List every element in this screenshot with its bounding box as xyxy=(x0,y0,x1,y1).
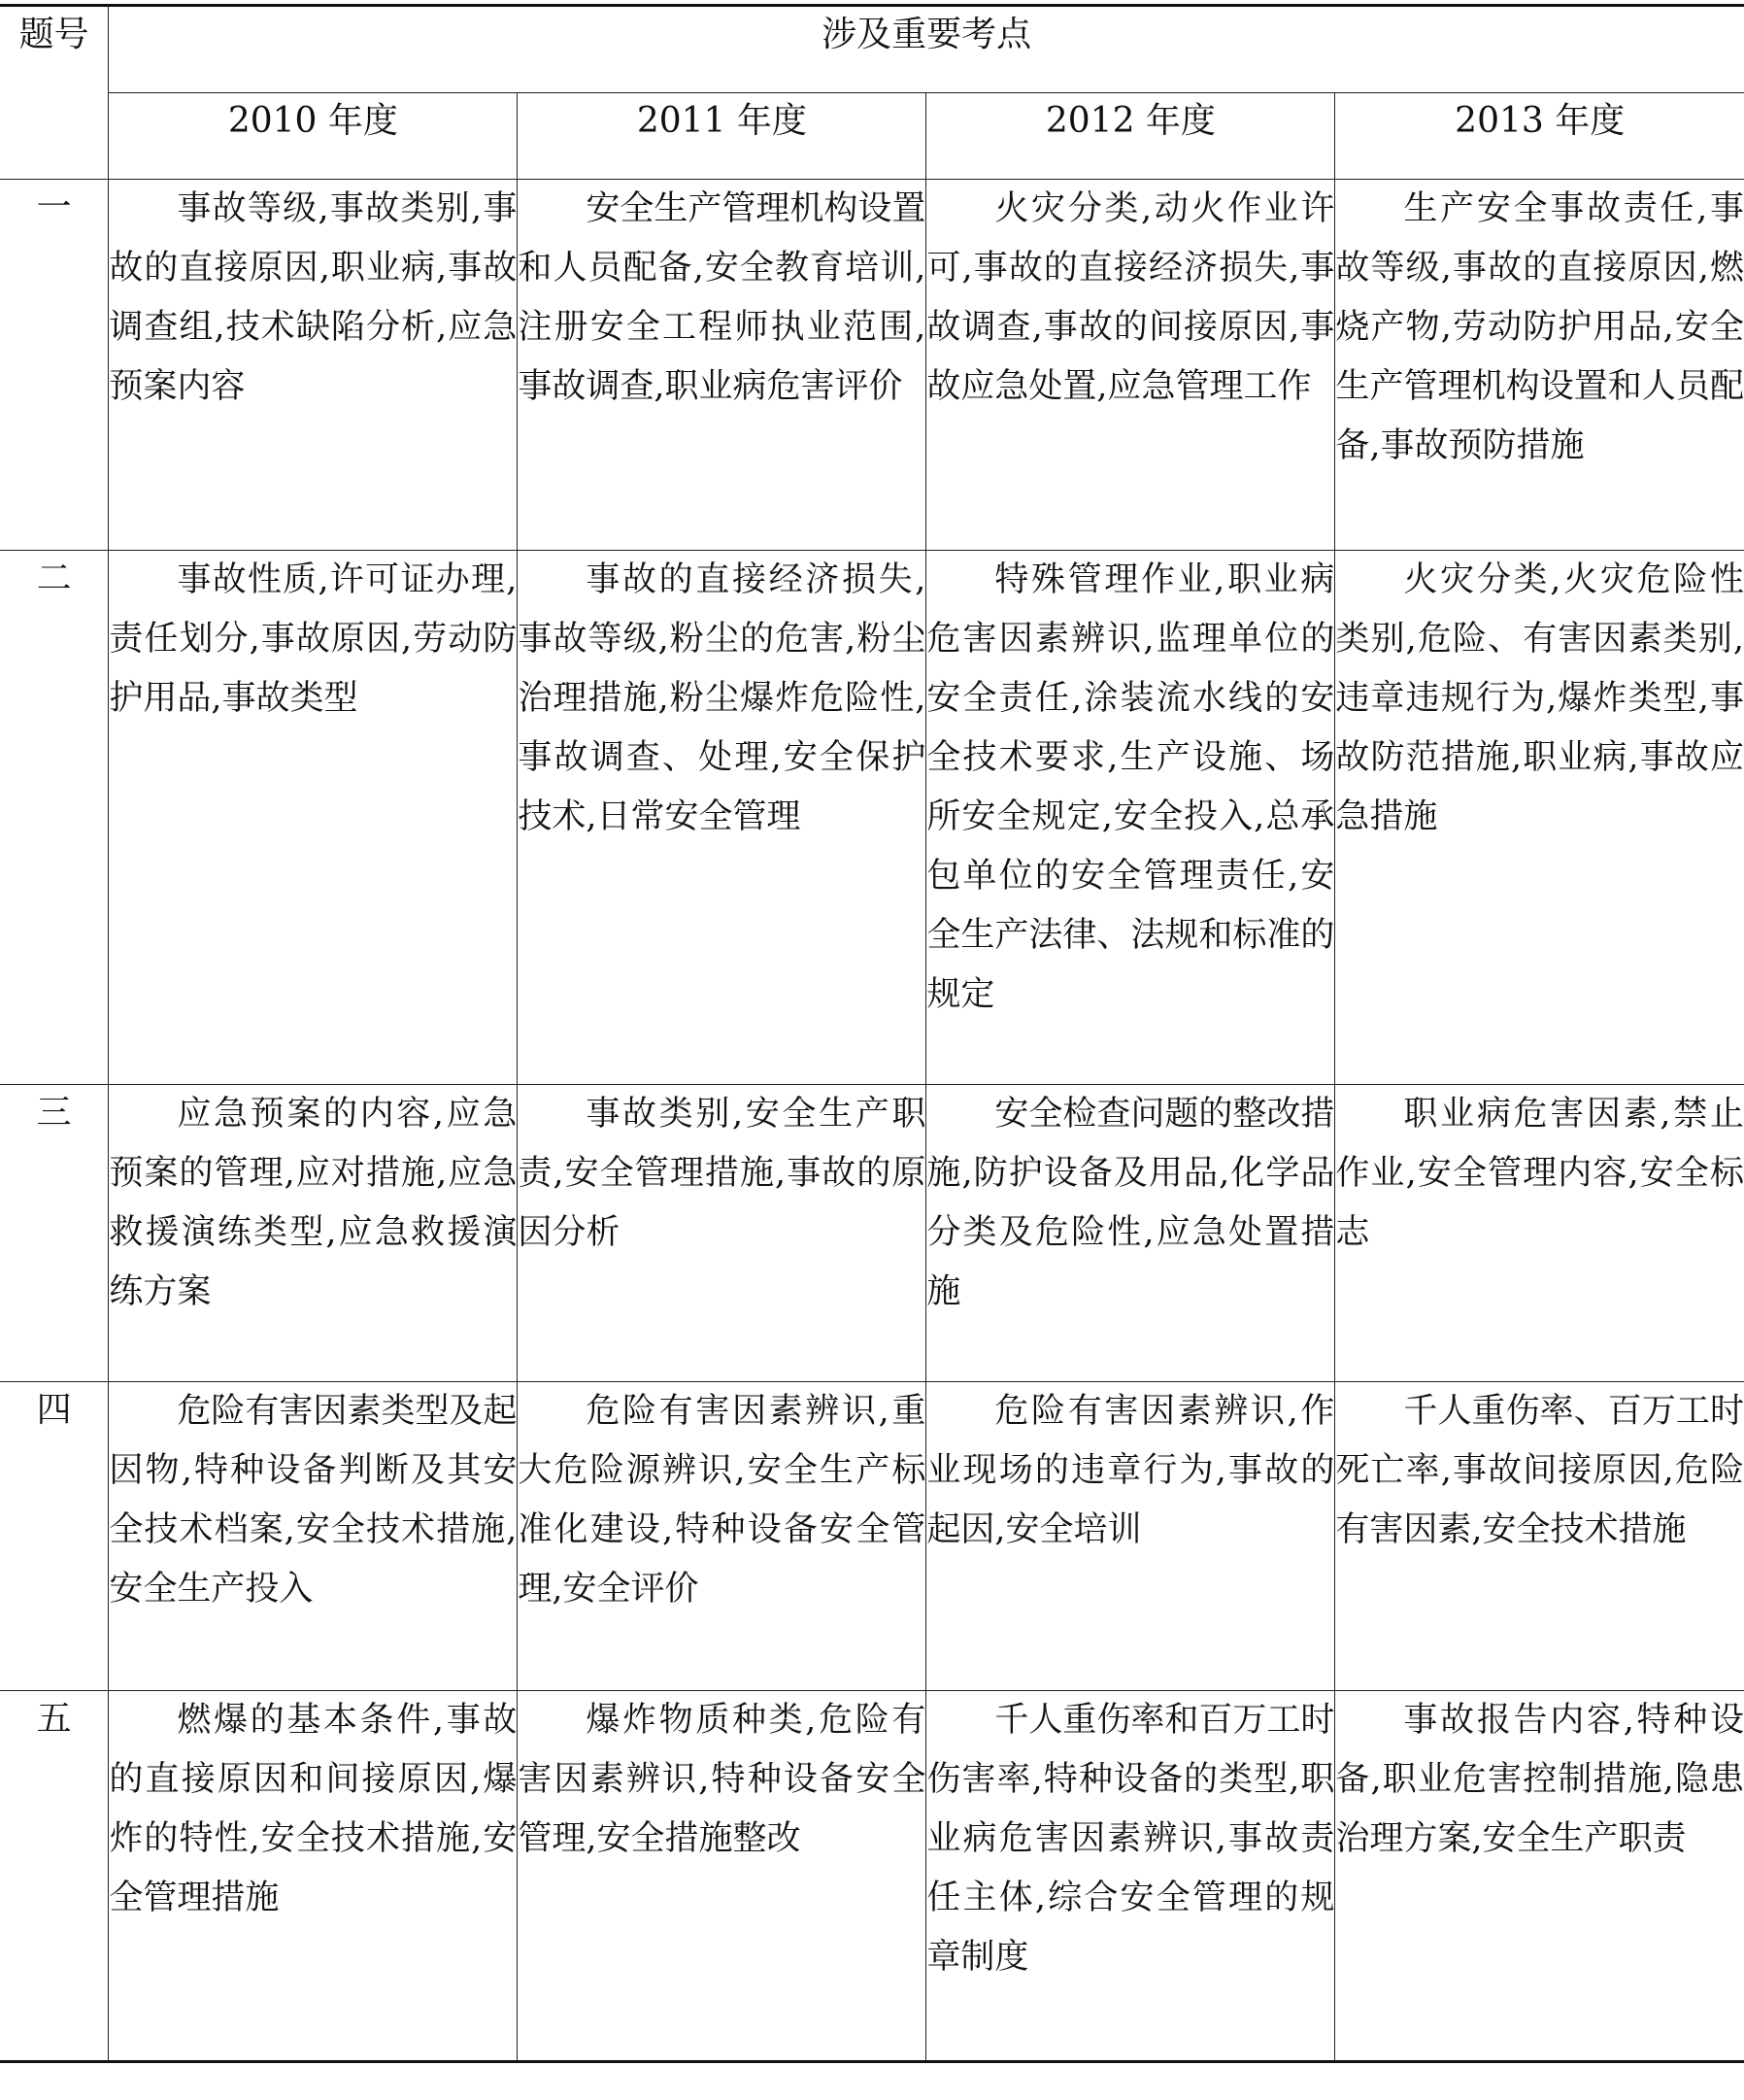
key-topics-header: 涉及重要考点 xyxy=(109,6,1744,93)
topics-cell: 职业病危害因素,禁止作业,安全管理内容,安全标志 xyxy=(1335,1085,1744,1382)
topics-cell: 千人重伤率和百万工时伤害率,特种设备的类型,职业病危害因素辨识,事故责任主体,综合安全管理的规章制度 xyxy=(926,1691,1335,2062)
topics-cell: 危险有害因素辨识,作业现场的违章行为,事故的起因,安全培训 xyxy=(926,1382,1335,1691)
question-number: 二 xyxy=(0,551,109,1085)
question-number-header: 题号 xyxy=(0,6,109,180)
topics-cell: 千人重伤率、百万工时死亡率,事故间接原因,危险有害因素,安全技术措施 xyxy=(1335,1382,1744,1691)
header-row-1 xyxy=(0,6,1744,93)
topics-cell: 安全生产管理机构设置和人员配备,安全教育培训,注册安全工程师执业范围,事故调查,职业病危害评价 xyxy=(518,180,926,551)
year-header-2011: 2011 年度 xyxy=(518,93,926,180)
question-number: 三 xyxy=(0,1085,109,1382)
topics-cell: 事故类别,安全生产职责,安全管理措施,事故的原因分析 xyxy=(518,1085,926,1382)
topics-cell: 应急预案的内容,应急预案的管理,应对措施,应急救援演练类型,应急救援演练方案 xyxy=(109,1085,518,1382)
topics-cell: 爆炸物质种类,危险有害因素辨识,特种设备安全管理,安全措施整改 xyxy=(518,1691,926,2062)
exam-topics-table xyxy=(0,4,1744,2063)
table-row xyxy=(0,1085,1744,1382)
topics-cell: 事故报告内容,特种设备,职业危害控制措施,隐患治理方案,安全生产职责 xyxy=(1335,1691,1744,2062)
header-row-2 xyxy=(0,93,1744,180)
question-number: 一 xyxy=(0,180,109,551)
year-header-2010: 2010 年度 xyxy=(109,93,518,180)
table-row xyxy=(0,551,1744,1085)
topics-cell: 危险有害因素辨识,重大危险源辨识,安全生产标准化建设,特种设备安全管理,安全评价 xyxy=(518,1382,926,1691)
year-header-2013: 2013 年度 xyxy=(1335,93,1744,180)
table-row xyxy=(0,1691,1744,2062)
topics-cell: 火灾分类,火灾危险性类别,危险、有害因素类别,违章违规行为,爆炸类型,事故防范措施,职业病,事故应急措施 xyxy=(1335,551,1744,1085)
topics-cell: 危险有害因素类型及起因物,特种设备判断及其安全技术档案,安全技术措施,安全生产投入 xyxy=(109,1382,518,1691)
year-header-2012: 2012 年度 xyxy=(926,93,1335,180)
table-row xyxy=(0,180,1744,551)
topics-cell: 特殊管理作业,职业病危害因素辨识,监理单位的安全责任,涂装流水线的安全技术要求,生产设施、场所安全规定,安全投入,总承包单位的安全管理责任,安全生产法律、法规和标准的规定 xyxy=(926,551,1335,1085)
topics-cell: 生产安全事故责任,事故等级,事故的直接原因,燃烧产物,劳动防护用品,安全生产管理机构设置和人员配备,事故预防措施 xyxy=(1335,180,1744,551)
topics-cell: 安全检查问题的整改措施,防护设备及用品,化学品分类及危险性,应急处置措施 xyxy=(926,1085,1335,1382)
topics-cell: 火灾分类,动火作业许可,事故的直接经济损失,事故调查,事故的间接原因,事故应急处置,应急管理工作 xyxy=(926,180,1335,551)
topics-cell: 事故的直接经济损失,事故等级,粉尘的危害,粉尘治理措施,粉尘爆炸危险性,事故调查、处理,安全保护技术,日常安全管理 xyxy=(518,551,926,1085)
topics-cell: 事故等级,事故类别,事故的直接原因,职业病,事故调查组,技术缺陷分析,应急预案内容 xyxy=(109,180,518,551)
topics-cell: 燃爆的基本条件,事故的直接原因和间接原因,爆炸的特性,安全技术措施,安全管理措施 xyxy=(109,1691,518,2062)
table-row xyxy=(0,1382,1744,1691)
question-number: 五 xyxy=(0,1691,109,2062)
topics-cell: 事故性质,许可证办理,责任划分,事故原因,劳动防护用品,事故类型 xyxy=(109,551,518,1085)
question-number: 四 xyxy=(0,1382,109,1691)
